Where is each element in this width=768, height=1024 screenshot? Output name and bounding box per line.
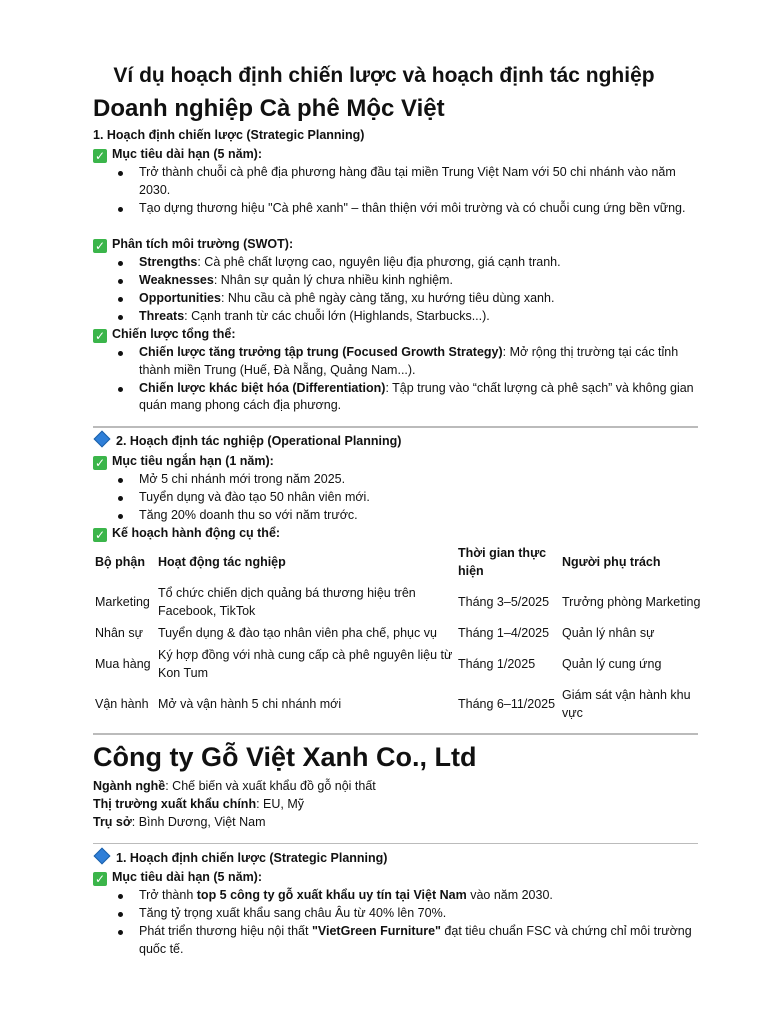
- section-divider: [93, 426, 698, 428]
- c2-long-term-list: [93, 887, 703, 959]
- table-cell: Tháng 6–11/2025: [458, 697, 556, 711]
- list-item: Trở thành top 5 công ty gỗ xuất khẩu uy tín tại Việt Nam vào năm 2030.: [93, 887, 703, 905]
- c1-strategy-list: [93, 344, 703, 415]
- c1-short-term-list: [93, 471, 703, 525]
- list-item: Threats: Cạnh tranh từ các chuỗi lớn (Highlands, Starbucks...).: [93, 308, 703, 326]
- check-box-icon: ✓: [94, 528, 106, 542]
- table-row: [93, 622, 703, 644]
- check-box-icon: ✓: [94, 456, 106, 470]
- list-item: Chiến lược tăng trưởng tập trung (Focused Growth Strategy): Mở rộng thị trường tại các tỉnh thành miền Trung (Huế, Đà Nẵng, Quảng Nam...).: [93, 344, 703, 379]
- c1-section2-title: 2. Hoạch định tác nghiệp (Operational Planning): [93, 433, 401, 450]
- table-cell: Tổ chức chiến dịch quảng bá thương hiệu trên Facebook, TikTok: [158, 586, 416, 618]
- table-cell: Quản lý nhân sự: [562, 626, 655, 640]
- list-item: Tăng 20% doanh thu so với năm trước.: [93, 507, 703, 525]
- table-cell: Tuyển dụng & đào tạo nhân viên pha chế, phục vụ: [158, 626, 437, 640]
- c1-swot-heading: ✓ Phân tích môi trường (SWOT):: [94, 237, 294, 253]
- table-row: [93, 644, 703, 684]
- c2-info-industry: Ngành nghề: Chế biến và xuất khẩu đồ gỗ nội thất: [93, 779, 376, 793]
- blue-diamond-icon: [94, 848, 111, 865]
- company1-name: Doanh nghiệp Cà phê Mộc Việt: [93, 95, 445, 122]
- table-cell: Ký hợp đồng với nhà cung cấp cà phê nguyên liệu từ Kon Tum: [158, 648, 453, 680]
- document-title: Ví dụ hoạch định chiến lược và hoạch định tác nghiệp: [113, 64, 655, 87]
- list-item: Opportunities: Nhu cầu cà phê ngày càng tăng, xu hướng tiêu dùng xanh.: [93, 290, 703, 308]
- c1-short-term-heading: ✓ Mục tiêu ngắn hạn (1 năm):: [94, 454, 274, 470]
- list-item: Tạo dựng thương hiệu "Cà phê xanh" – thân thiện với môi trường và có chuỗi cung ứng bền vững.: [93, 200, 703, 218]
- section-divider: [93, 733, 698, 735]
- list-item: Mở 5 chi nhánh mới trong năm 2025.: [93, 471, 703, 489]
- table-cell: Tháng 1–4/2025: [458, 626, 550, 640]
- section-divider: [93, 843, 698, 844]
- c2-info-market: Thị trường xuất khẩu chính: EU, Mỹ: [93, 797, 305, 811]
- c1-long-term-list: [93, 164, 703, 218]
- c1-swot-list: [93, 254, 703, 326]
- c1-action-plan-heading: ✓ Kế hoạch hành động cụ thể:: [94, 526, 281, 542]
- company2-name: Công ty Gỗ Việt Xanh Co., Ltd: [93, 742, 477, 772]
- table-cell: Trưởng phòng Marketing: [562, 595, 701, 609]
- table-cell: Mở và vận hành 5 chi nhánh mới: [158, 697, 342, 711]
- table-header-cell: Hoạt động tác nghiệp: [158, 555, 286, 569]
- table-header-row: [93, 542, 703, 582]
- list-item: Tăng tỷ trọng xuất khẩu sang châu Âu từ 40% lên 70%.: [93, 905, 703, 923]
- table-row: [93, 684, 703, 724]
- table-cell: Tháng 1/2025: [458, 657, 536, 671]
- table-cell: Marketing: [95, 595, 150, 609]
- table-cell: Giám sát vận hành khu vực: [562, 688, 691, 720]
- c1-long-term-heading: ✓ Mục tiêu dài hạn (5 năm):: [94, 147, 263, 163]
- c2-info-hq: Trụ sở: Bình Dương, Việt Nam: [93, 815, 266, 829]
- table-row: [93, 582, 703, 622]
- check-box-icon: ✓: [94, 149, 106, 163]
- table-cell: Mua hàng: [95, 657, 151, 671]
- table-header-cell: Thời gian thực hiện: [458, 546, 547, 578]
- table-cell: Nhân sự: [95, 626, 143, 640]
- table-cell: Vận hành: [95, 697, 149, 711]
- action-plan-table: [93, 542, 703, 724]
- list-item: Phát triển thương hiệu nội thất "VietGreen Furniture" đạt tiêu chuẩn FSC và chứng chỉ môi trường quốc tế.: [93, 923, 703, 958]
- blue-diamond-icon: [94, 431, 111, 448]
- list-item: Trở thành chuỗi cà phê địa phương hàng đầu tại miền Trung Việt Nam với 50 chi nhánh vào năm 2030.: [93, 164, 703, 199]
- list-item: Strengths: Cà phê chất lượng cao, nguyên liệu địa phương, giá cạnh tranh.: [93, 254, 703, 272]
- c1-strategy-heading: ✓ Chiến lược tổng thể:: [94, 327, 236, 343]
- check-box-icon: ✓: [94, 872, 106, 886]
- check-box-icon: ✓: [94, 239, 106, 253]
- table-cell: Tháng 3–5/2025: [458, 595, 550, 609]
- list-item: Chiến lược khác biệt hóa (Differentiation): Tập trung vào “chất lượng cà phê sạch” và không gian quán mang phong cách địa phương.: [93, 380, 703, 415]
- check-box-icon: ✓: [94, 329, 106, 343]
- table-header-cell: Người phụ trách: [562, 555, 661, 569]
- table-cell: Quản lý cung ứng: [562, 657, 662, 671]
- list-item: Weaknesses: Nhân sự quản lý chưa nhiều kinh nghiệm.: [93, 272, 703, 290]
- c2-long-term-heading: ✓ Mục tiêu dài hạn (5 năm):: [94, 870, 263, 886]
- list-item: Tuyển dụng và đào tạo 50 nhân viên mới.: [93, 489, 703, 507]
- c2-section1-title: 1. Hoạch định chiến lược (Strategic Planning): [93, 850, 387, 867]
- table-header-cell: Bộ phận: [95, 555, 145, 569]
- c1-section1-title: 1. Hoạch định chiến lược (Strategic Planning): [93, 128, 365, 142]
